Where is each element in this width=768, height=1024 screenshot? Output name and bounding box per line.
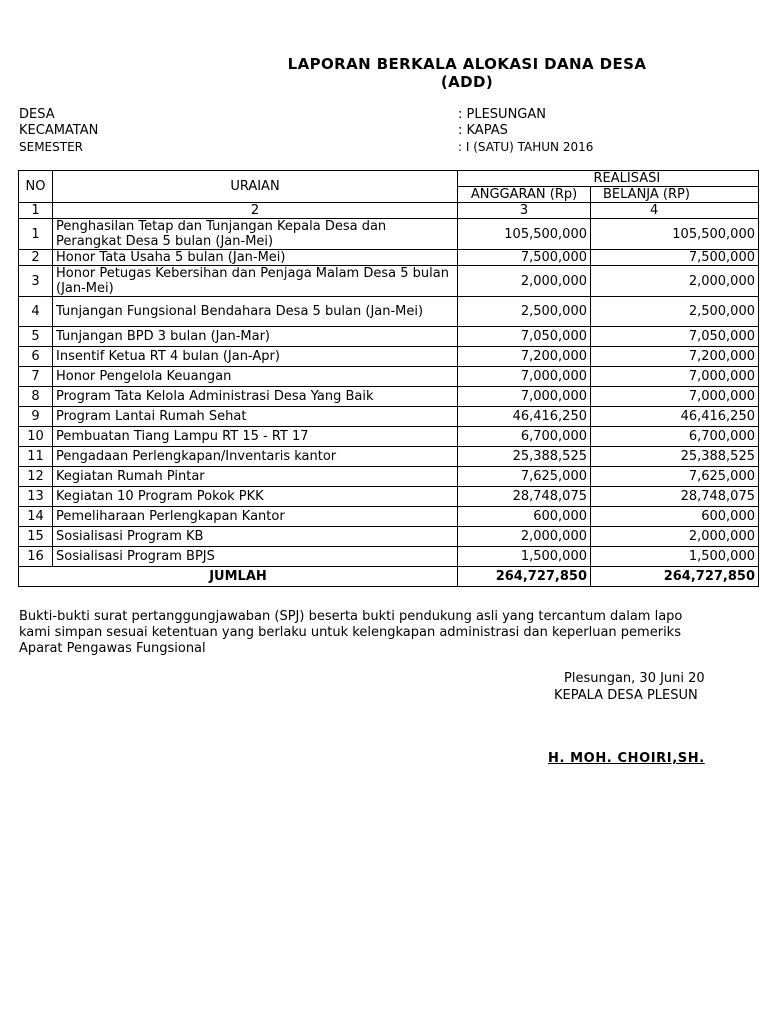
- table-row: [19, 427, 759, 447]
- row-uraian: Program Lantai Rumah Sehat: [53, 407, 458, 427]
- row-uraian: Honor Tata Usaha 5 bulan (Jan-Mei): [53, 250, 458, 266]
- total-belanja: 264,727,850: [591, 567, 759, 587]
- desa-value: : PLESUNGAN: [458, 107, 546, 122]
- row-anggaran: 105,500,000: [458, 219, 591, 250]
- row-anggaran: 46,416,250: [458, 407, 591, 427]
- row-uraian: Pemeliharaan Perlengkapan Kantor: [53, 507, 458, 527]
- row-no: 11: [19, 447, 53, 467]
- row-no: 12: [19, 467, 53, 487]
- table-row: [19, 527, 759, 547]
- row-anggaran: 7,625,000: [458, 467, 591, 487]
- semester-label: SEMESTER: [19, 140, 84, 154]
- note-line3: Aparat Pengawas Fungsional: [19, 641, 206, 656]
- row-no: 2: [19, 250, 53, 266]
- row-uraian: Sosialisasi Program BPJS: [53, 547, 458, 567]
- report-table: [18, 170, 759, 587]
- row-anggaran: 7,200,000: [458, 347, 591, 367]
- row-anggaran: 2,000,000: [458, 527, 591, 547]
- row-belanja: 28,748,075: [591, 487, 759, 507]
- signature-position: KEPALA DESA PLESUN: [554, 688, 698, 703]
- table-row: [19, 297, 759, 327]
- row-anggaran: 2,000,000: [458, 266, 591, 297]
- header-num1: 1: [19, 203, 53, 219]
- table-row: [19, 447, 759, 467]
- row-no: 13: [19, 487, 53, 507]
- row-uraian: Tunjangan Fungsional Bendahara Desa 5 bulan (Jan-Mei): [53, 297, 458, 327]
- report-title: LAPORAN BERKALA ALOKASI DANA DESA: [287, 55, 647, 73]
- kecamatan-value: : KAPAS: [458, 123, 508, 138]
- row-no: 9: [19, 407, 53, 427]
- row-uraian: Kegiatan 10 Program Pokok PKK: [53, 487, 458, 507]
- note-line1: Bukti-bukti surat pertanggungjawaban (SPJ) beserta bukti pendukung asli yang tercantum dalam lapo: [19, 609, 683, 624]
- row-uraian: Pembuatan Tiang Lampu RT 15 - RT 17: [53, 427, 458, 447]
- row-anggaran: 25,388,525: [458, 447, 591, 467]
- row-belanja: 2,000,000: [591, 527, 759, 547]
- desa-label: DESA: [19, 107, 55, 122]
- row-uraian: Honor Petugas Kebersihan dan Penjaga Malam Desa 5 bulan (Jan-Mei): [53, 266, 458, 297]
- row-belanja: 105,500,000: [591, 219, 759, 250]
- row-no: 7: [19, 367, 53, 387]
- row-uraian: Program Tata Kelola Administrasi Desa Yang Baik: [53, 387, 458, 407]
- row-no: 5: [19, 327, 53, 347]
- report-subtitle: (ADD): [440, 73, 494, 91]
- row-uraian: Kegiatan Rumah Pintar: [53, 467, 458, 487]
- table-row: [19, 266, 759, 297]
- header-anggaran: ANGGARAN (Rp): [458, 187, 591, 203]
- row-anggaran: 1,500,000: [458, 547, 591, 567]
- row-uraian: Tunjangan BPD 3 bulan (Jan-Mar): [53, 327, 458, 347]
- row-anggaran: 28,748,075: [458, 487, 591, 507]
- row-no: 6: [19, 347, 53, 367]
- row-belanja: 7,625,000: [591, 467, 759, 487]
- row-belanja: 25,388,525: [591, 447, 759, 467]
- row-no: 1: [19, 219, 53, 250]
- total-label: JUMLAH: [19, 567, 458, 587]
- row-no: 3: [19, 266, 53, 297]
- signature-name: H. MOH. CHOIRI,SH.: [548, 751, 705, 766]
- table-row: [19, 327, 759, 347]
- row-belanja: 7,500,000: [591, 250, 759, 266]
- header-realisasi: REALISASI: [591, 171, 759, 187]
- table-row: [19, 347, 759, 367]
- table-row: [19, 507, 759, 527]
- row-no: 16: [19, 547, 53, 567]
- row-anggaran: 6,700,000: [458, 427, 591, 447]
- header-num4: 4: [591, 203, 759, 219]
- row-belanja: 7,050,000: [591, 327, 759, 347]
- row-anggaran: 7,050,000: [458, 327, 591, 347]
- table-row: [19, 547, 759, 567]
- row-belanja: 2,000,000: [591, 266, 759, 297]
- row-no: 4: [19, 297, 53, 327]
- header-num3: 3: [458, 203, 591, 219]
- row-belanja: 7,000,000: [591, 387, 759, 407]
- row-belanja: 46,416,250: [591, 407, 759, 427]
- total-anggaran: 264,727,850: [458, 567, 591, 587]
- row-anggaran: 2,500,000: [458, 297, 591, 327]
- row-belanja: 2,500,000: [591, 297, 759, 327]
- row-no: 15: [19, 527, 53, 547]
- header-no: NO: [19, 171, 53, 203]
- header-num2: 2: [53, 203, 458, 219]
- table-row: [19, 250, 759, 266]
- row-uraian: Insentif Ketua RT 4 bulan (Jan-Apr): [53, 347, 458, 367]
- total-row: [19, 567, 759, 587]
- note-line2: kami simpan sesuai ketentuan yang berlaku untuk kelengkapan administrasi dan keperluan pemeriks: [19, 625, 681, 640]
- row-no: 14: [19, 507, 53, 527]
- row-no: 10: [19, 427, 53, 447]
- semester-value: : I (SATU) TAHUN 2016: [458, 140, 594, 154]
- row-no: 8: [19, 387, 53, 407]
- row-uraian: Pengadaan Perlengkapan/Inventaris kantor: [53, 447, 458, 467]
- row-uraian: Honor Pengelola Keuangan: [53, 367, 458, 387]
- table-row: [19, 367, 759, 387]
- table-row: [19, 487, 759, 507]
- row-belanja: 7,200,000: [591, 347, 759, 367]
- row-anggaran: 600,000: [458, 507, 591, 527]
- kecamatan-label: KECAMATAN: [19, 123, 99, 138]
- table-row: [19, 219, 759, 250]
- header-belanja: BELANJA (RP): [591, 187, 759, 203]
- table-row: [19, 387, 759, 407]
- row-anggaran: 7,000,000: [458, 387, 591, 407]
- row-belanja: 600,000: [591, 507, 759, 527]
- header-uraian: URAIAN: [53, 171, 458, 203]
- row-anggaran: 7,500,000: [458, 250, 591, 266]
- row-anggaran: 7,000,000: [458, 367, 591, 387]
- row-belanja: 7,000,000: [591, 367, 759, 387]
- row-belanja: 6,700,000: [591, 427, 759, 447]
- table-row: [19, 407, 759, 427]
- signature-place-date: Plesungan, 30 Juni 20: [564, 671, 705, 686]
- row-belanja: 1,500,000: [591, 547, 759, 567]
- row-uraian: Penghasilan Tetap dan Tunjangan Kepala Desa dan Perangkat Desa 5 bulan (Jan-Mei): [53, 219, 458, 250]
- table-row: [19, 467, 759, 487]
- row-uraian: Sosialisasi Program KB: [53, 527, 458, 547]
